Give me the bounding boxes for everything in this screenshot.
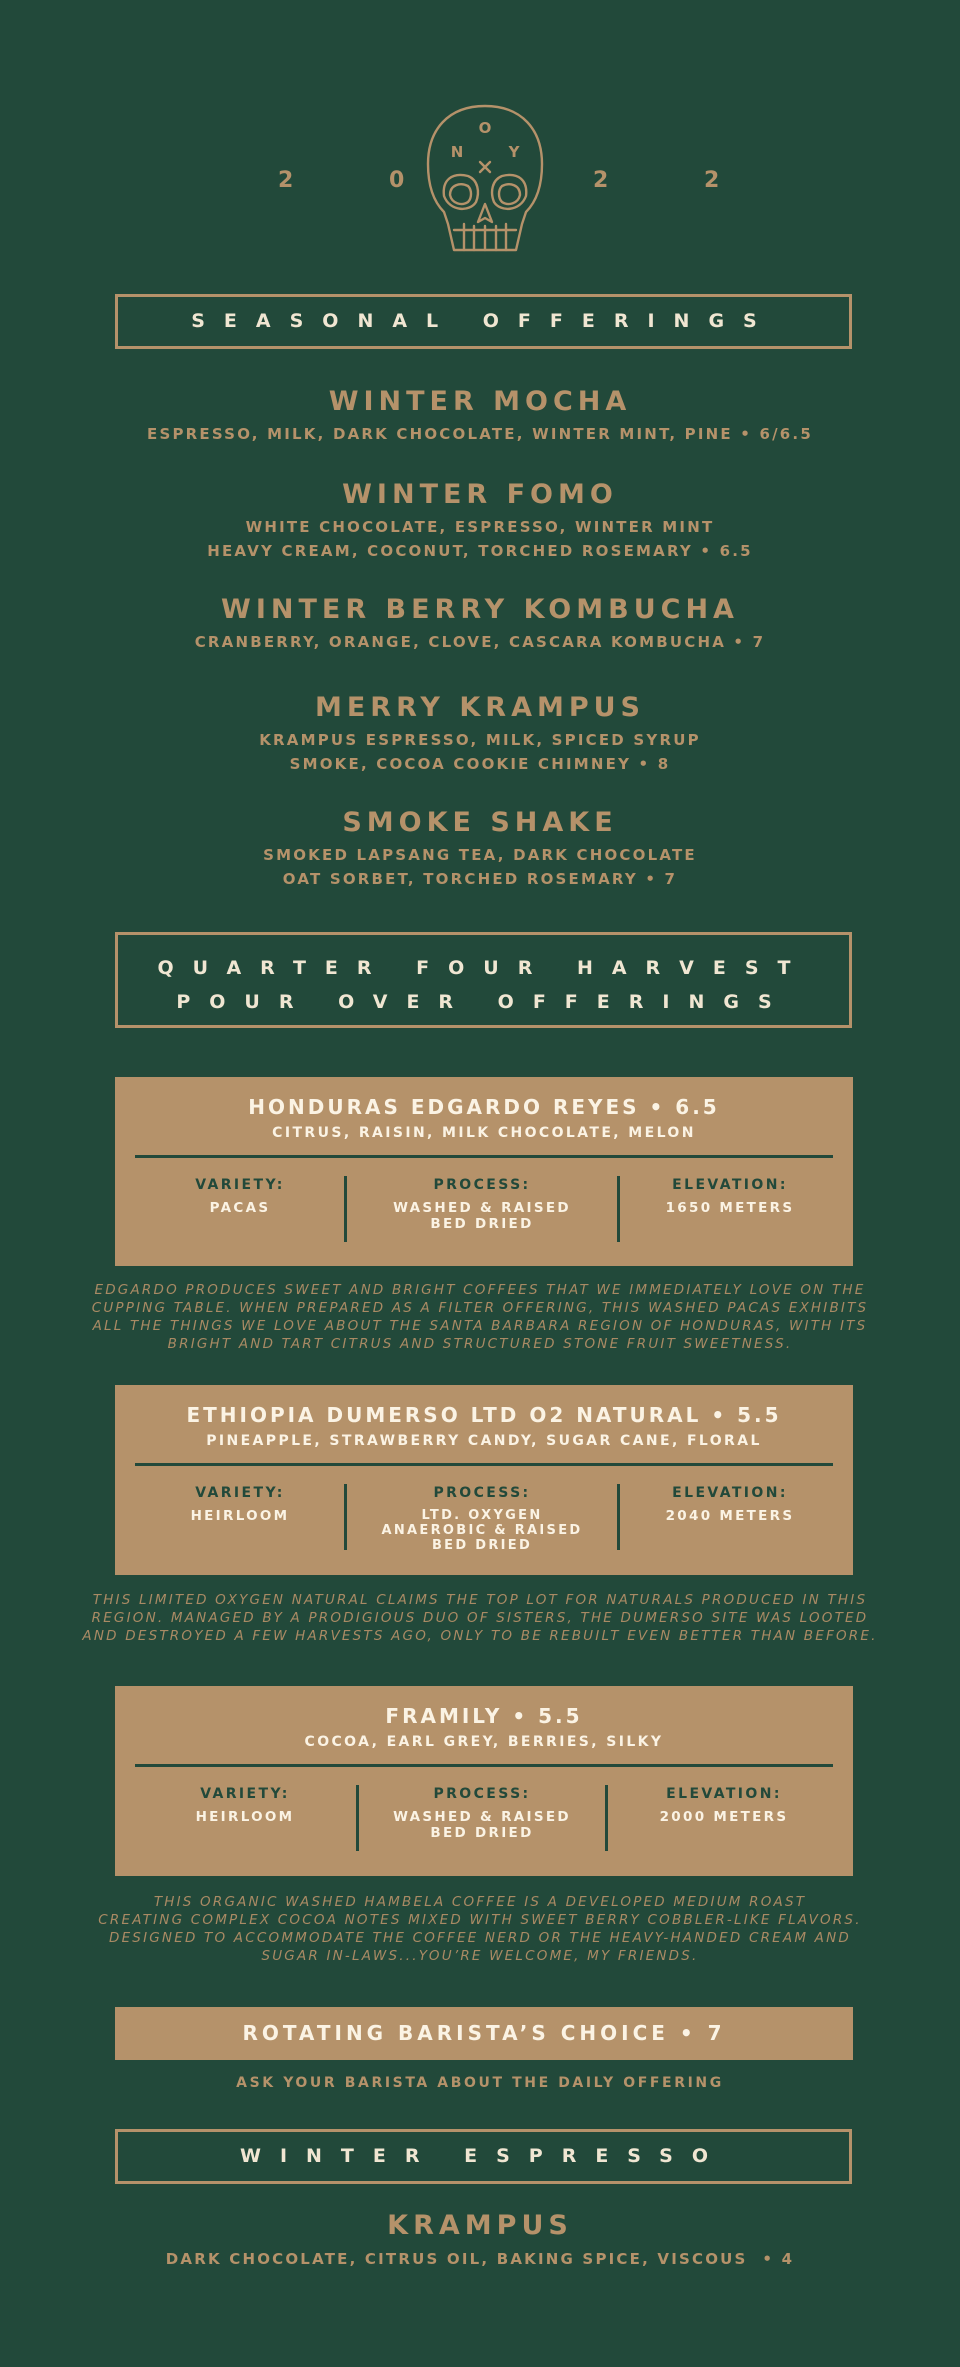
description-line: CUPPING TABLE. WHEN PREPARED AS A FILTER OFFERING, THIS WASHED PACAS EXHIBITS <box>91 1300 869 1316</box>
elevation-label: ELEVATION: <box>666 1786 782 1802</box>
divider <box>344 1176 347 1242</box>
description-line: THIS ORGANIC WASHED HAMBELA COFFEE IS A DEVELOPED MEDIUM ROAST <box>153 1894 807 1910</box>
menu-item-winter-fomo <box>0 478 960 563</box>
skull-logo-icon <box>410 100 560 260</box>
logo-letter-y: Y <box>508 143 520 161</box>
process-line: BED DRIED <box>430 1825 534 1841</box>
elevation-value: 1650 METERS <box>665 1200 795 1216</box>
variety-column <box>135 1785 355 1825</box>
barista-choice-note <box>0 2071 960 2095</box>
section-pour-over-offerings <box>115 932 852 1028</box>
divider <box>617 1176 620 1242</box>
variety-label: VARIETY: <box>195 1485 285 1501</box>
process-value <box>350 1508 614 1553</box>
barista-choice-banner <box>115 2007 853 2060</box>
description-line: SUGAR IN-LAWS...YOU’RE WELCOME, MY FRIENDS. <box>261 1948 699 1964</box>
variety-column <box>135 1484 345 1524</box>
menu-item-winter-mocha <box>0 385 960 446</box>
process-line: ANAEROBIC & RAISED <box>381 1523 583 1538</box>
variety-value: PACAS <box>209 1200 271 1216</box>
menu-item-merry-krampus <box>0 691 960 776</box>
barista-choice-title: ROTATING BARISTA’S CHOICE • 7 <box>242 2021 726 2045</box>
menu-item-winter-berry-kombucha <box>0 593 960 654</box>
elevation-label: ELEVATION: <box>672 1177 788 1193</box>
item-description: SMOKED LAPSANG TEA, DARK CHOCOLATE <box>263 846 697 864</box>
process-value <box>362 1809 602 1841</box>
item-description: HEAVY CREAM, COCONUT, TORCHED ROSEMARY • 6.5 <box>207 542 753 560</box>
section-subtitle: POUR OVER OFFERINGS <box>176 991 791 1013</box>
elevation-label: ELEVATION: <box>672 1485 788 1501</box>
item-name: WINTER FOMO <box>342 479 618 510</box>
description-line: ALL THE THINGS WE LOVE ABOUT THE SANTA BARBARA REGION OF HONDURAS, WITH ITS <box>92 1318 868 1334</box>
process-line: LTD. OXYGEN <box>421 1508 543 1523</box>
barista-note-text: ASK YOUR BARISTA ABOUT THE DAILY OFFERING <box>236 2075 724 2091</box>
item-name: WINTER BERRY KOMBUCHA <box>221 594 739 625</box>
coffee-card-ethiopia <box>115 1385 853 1575</box>
process-column <box>362 1785 602 1841</box>
item-description: SMOKE, COCOA COOKIE CHIMNEY • 8 <box>289 755 671 773</box>
coffee-description <box>70 1281 890 1353</box>
item-name: KRAMPUS <box>387 2210 573 2241</box>
elevation-column <box>623 1176 837 1216</box>
coffee-title: ETHIOPIA DUMERSO LTD O2 NATURAL • 5.5 <box>186 1403 782 1427</box>
coffee-description <box>70 1591 890 1645</box>
elevation-column <box>611 1785 837 1825</box>
description-line: AND DESTROYED A FEW HARVESTS AGO, ONLY TO BE REBUILT EVEN BETTER THAN BEFORE. <box>82 1628 878 1644</box>
process-line: WASHED & RAISED <box>393 1200 571 1216</box>
description-line: CREATING COMPLEX COCOA NOTES MIXED WITH SWEET BERRY COBBLER-LIKE FLAVORS. <box>98 1912 862 1928</box>
section-seasonal-offerings <box>115 294 852 349</box>
section-title: QUARTER FOUR HARVEST <box>157 957 810 979</box>
variety-value: HEIRLOOM <box>195 1809 295 1825</box>
coffee-card-honduras <box>115 1077 853 1266</box>
item-description: OAT SORBET, TORCHED ROSEMARY • 7 <box>282 870 678 888</box>
description-line: BRIGHT AND TART CITRUS AND STRUCTURED STONE FRUIT SWEETNESS. <box>167 1336 793 1352</box>
menu-item-krampus <box>0 2209 960 2271</box>
coffee-notes: PINEAPPLE, STRAWBERRY CANDY, SUGAR CANE, FLORAL <box>206 1433 762 1449</box>
item-description: CRANBERRY, ORANGE, CLOVE, CASCARA KOMBUCHA • 7 <box>194 633 766 651</box>
item-name: SMOKE SHAKE <box>342 807 618 838</box>
description-line: REGION. MANAGED BY A PRODIGIOUS DUO OF SISTERS, THE DUMERSO SITE WAS LOOTED <box>91 1610 869 1626</box>
process-column <box>350 1176 614 1232</box>
process-value <box>350 1200 614 1232</box>
menu-item-smoke-shake <box>0 806 960 891</box>
process-label: PROCESS: <box>433 1485 531 1501</box>
description-line: EDGARDO PRODUCES SWEET AND BRIGHT COFFEES THAT WE IMMEDIATELY LOVE ON THE <box>94 1282 866 1298</box>
process-line: WASHED & RAISED <box>393 1809 571 1825</box>
section-title: WINTER ESPRESSO <box>240 2145 727 2167</box>
coffee-title: FRAMILY • 5.5 <box>385 1704 583 1728</box>
divider <box>617 1484 620 1550</box>
section-winter-espresso <box>115 2129 852 2184</box>
description-line: THIS LIMITED OXYGEN NATURAL CLAIMS THE TOP LOT FOR NATURALS PRODUCED IN THIS <box>92 1592 868 1608</box>
logo-letter-n: N <box>450 143 464 161</box>
year-right: 2 2 <box>593 168 764 193</box>
coffee-description <box>70 1893 890 1965</box>
item-name: MERRY KRAMPUS <box>314 692 645 723</box>
elevation-column <box>623 1484 837 1524</box>
divider <box>344 1484 347 1550</box>
variety-label: VARIETY: <box>195 1177 285 1193</box>
item-description: DARK CHOCOLATE, CITRUS OIL, BAKING SPICE, VISCOUS • 4 <box>165 2250 795 2268</box>
variety-column <box>135 1176 345 1216</box>
item-description: ESPRESSO, MILK, DARK CHOCOLATE, WINTER MINT, PINE • 6/6.5 <box>147 425 813 443</box>
description-line: DESIGNED TO ACCOMMODATE THE COFFEE NERD OR THE HEAVY-HANDED CREAM AND <box>108 1930 851 1946</box>
item-description: WHITE CHOCOLATE, ESPRESSO, WINTER MINT <box>245 518 715 536</box>
elevation-value: 2040 METERS <box>665 1508 795 1524</box>
process-column <box>350 1484 614 1553</box>
coffee-notes: CITRUS, RAISIN, MILK CHOCOLATE, MELON <box>272 1125 696 1141</box>
logo-letter-o: O <box>478 119 492 137</box>
section-title: SEASONAL OFFERINGS <box>191 310 776 332</box>
coffee-title: HONDURAS EDGARDO REYES • 6.5 <box>248 1095 720 1119</box>
variety-value: HEIRLOOM <box>190 1508 290 1524</box>
process-line: BED DRIED <box>430 1216 534 1232</box>
item-name: WINTER MOCHA <box>328 386 632 417</box>
item-description: KRAMPUS ESPRESSO, MILK, SPICED SYRUP <box>259 731 701 749</box>
process-label: PROCESS: <box>433 1786 531 1802</box>
process-line: BED DRIED <box>431 1538 533 1553</box>
process-label: PROCESS: <box>433 1177 531 1193</box>
divider <box>605 1785 608 1851</box>
coffee-card-framily <box>115 1686 853 1876</box>
divider <box>356 1785 359 1851</box>
elevation-value: 2000 METERS <box>659 1809 789 1825</box>
variety-label: VARIETY: <box>200 1786 290 1802</box>
coffee-notes: COCOA, EARL GREY, BERRIES, SILKY <box>304 1734 664 1750</box>
year-left: 2 0 <box>278 168 449 193</box>
